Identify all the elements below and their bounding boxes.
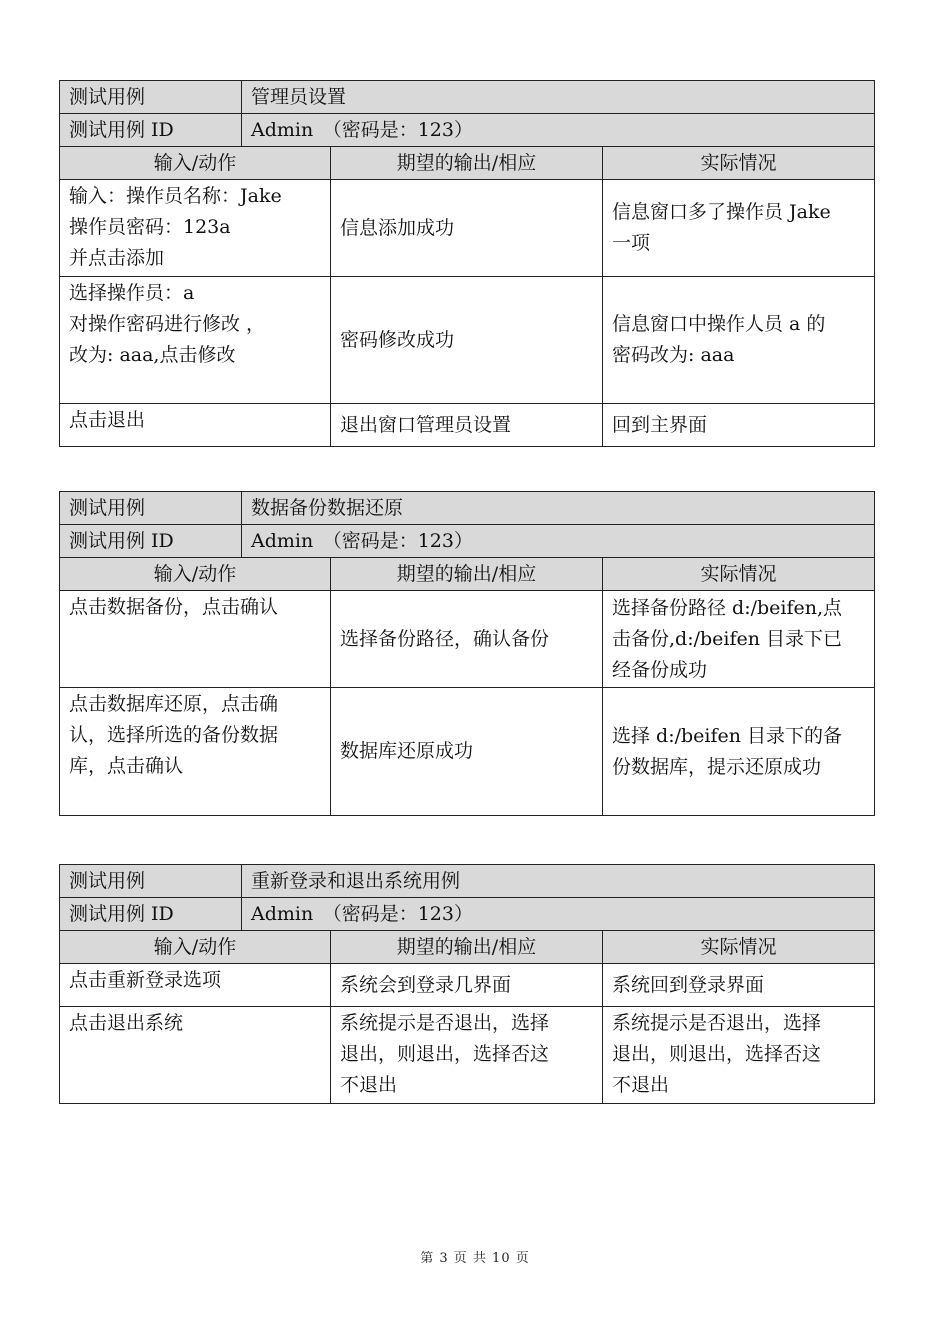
test-case-table-relogin-exit: [59, 864, 875, 1104]
col-header-actual: 实际情况: [603, 147, 875, 180]
expected-cell: 系统会到登录几界面: [331, 964, 603, 1007]
actual-cell: 信息窗口中操作人员 a 的 密码改为: aaa: [603, 277, 875, 404]
col-header-expected: 期望的输出/相应: [331, 147, 603, 180]
case-name: 管理员设置: [242, 81, 875, 114]
input-cell: 点击重新登录选项: [60, 964, 331, 1007]
test-case-table-admin-settings: [59, 80, 875, 447]
table-row: [60, 591, 875, 688]
case-id-label: 测试用例 ID: [60, 114, 242, 147]
expected-cell: 信息添加成功: [331, 180, 603, 277]
case-id-value: Admin （密码是：123）: [242, 898, 875, 931]
test-case-table-data-backup: [59, 491, 875, 816]
col-header-input: 输入/动作: [60, 147, 331, 180]
table-row: [60, 688, 875, 816]
expected-cell: 密码修改成功: [331, 277, 603, 404]
table-row: [60, 277, 875, 404]
input-cell: 点击数据库还原，点击确 认，选择所选的备份数据 库，点击确认: [60, 688, 331, 816]
actual-cell: 信息窗口多了操作员 Jake 一项: [603, 180, 875, 277]
col-header-actual: 实际情况: [603, 558, 875, 591]
case-label: 测试用例: [60, 865, 242, 898]
input-cell: 选择操作员：a 对操作密码进行修改 ， 改为: aaa,点击修改: [60, 277, 331, 404]
input-cell: 点击退出: [60, 404, 331, 447]
actual-cell: 系统回到登录界面: [603, 964, 875, 1007]
expected-cell: 系统提示是否退出，选择 退出，则退出，选择否这 不退出: [331, 1007, 603, 1104]
case-id-label: 测试用例 ID: [60, 898, 242, 931]
case-label: 测试用例: [60, 81, 242, 114]
table-row: [60, 1007, 875, 1104]
expected-cell: 选择备份路径，确认备份: [331, 591, 603, 688]
page-footer: 第 3 页 共 10 页: [420, 1251, 530, 1266]
actual-cell: 回到主界面: [603, 404, 875, 447]
input-cell: 点击退出系统: [60, 1007, 331, 1104]
table-row: [60, 964, 875, 1007]
case-label: 测试用例: [60, 492, 242, 525]
col-header-input: 输入/动作: [60, 931, 331, 964]
input-cell: 点击数据备份，点击确认: [60, 591, 331, 688]
actual-cell: 选择备份路径 d:/beifen,点 击备份,d:/beifen 目录下已 经备份成功: [603, 591, 875, 688]
expected-cell: 退出窗口管理员设置: [331, 404, 603, 447]
case-name: 重新登录和退出系统用例: [242, 865, 875, 898]
case-id-label: 测试用例 ID: [60, 525, 242, 558]
col-header-expected: 期望的输出/相应: [331, 931, 603, 964]
expected-cell: 数据库还原成功: [331, 688, 603, 816]
input-cell: 输入：操作员名称：Jake 操作员密码：123a 并点击添加: [60, 180, 331, 277]
case-id-value: Admin （密码是：123）: [242, 525, 875, 558]
case-id-value: Admin （密码是：123）: [242, 114, 875, 147]
actual-cell: 选择 d:/beifen 目录下的备 份数据库，提示还原成功: [603, 688, 875, 816]
col-header-expected: 期望的输出/相应: [331, 558, 603, 591]
case-name: 数据备份数据还原: [242, 492, 875, 525]
actual-cell: 系统提示是否退出，选择 退出，则退出，选择否这 不退出: [603, 1007, 875, 1104]
table-row: [60, 180, 875, 277]
table-row: [60, 404, 875, 447]
col-header-actual: 实际情况: [603, 931, 875, 964]
col-header-input: 输入/动作: [60, 558, 331, 591]
